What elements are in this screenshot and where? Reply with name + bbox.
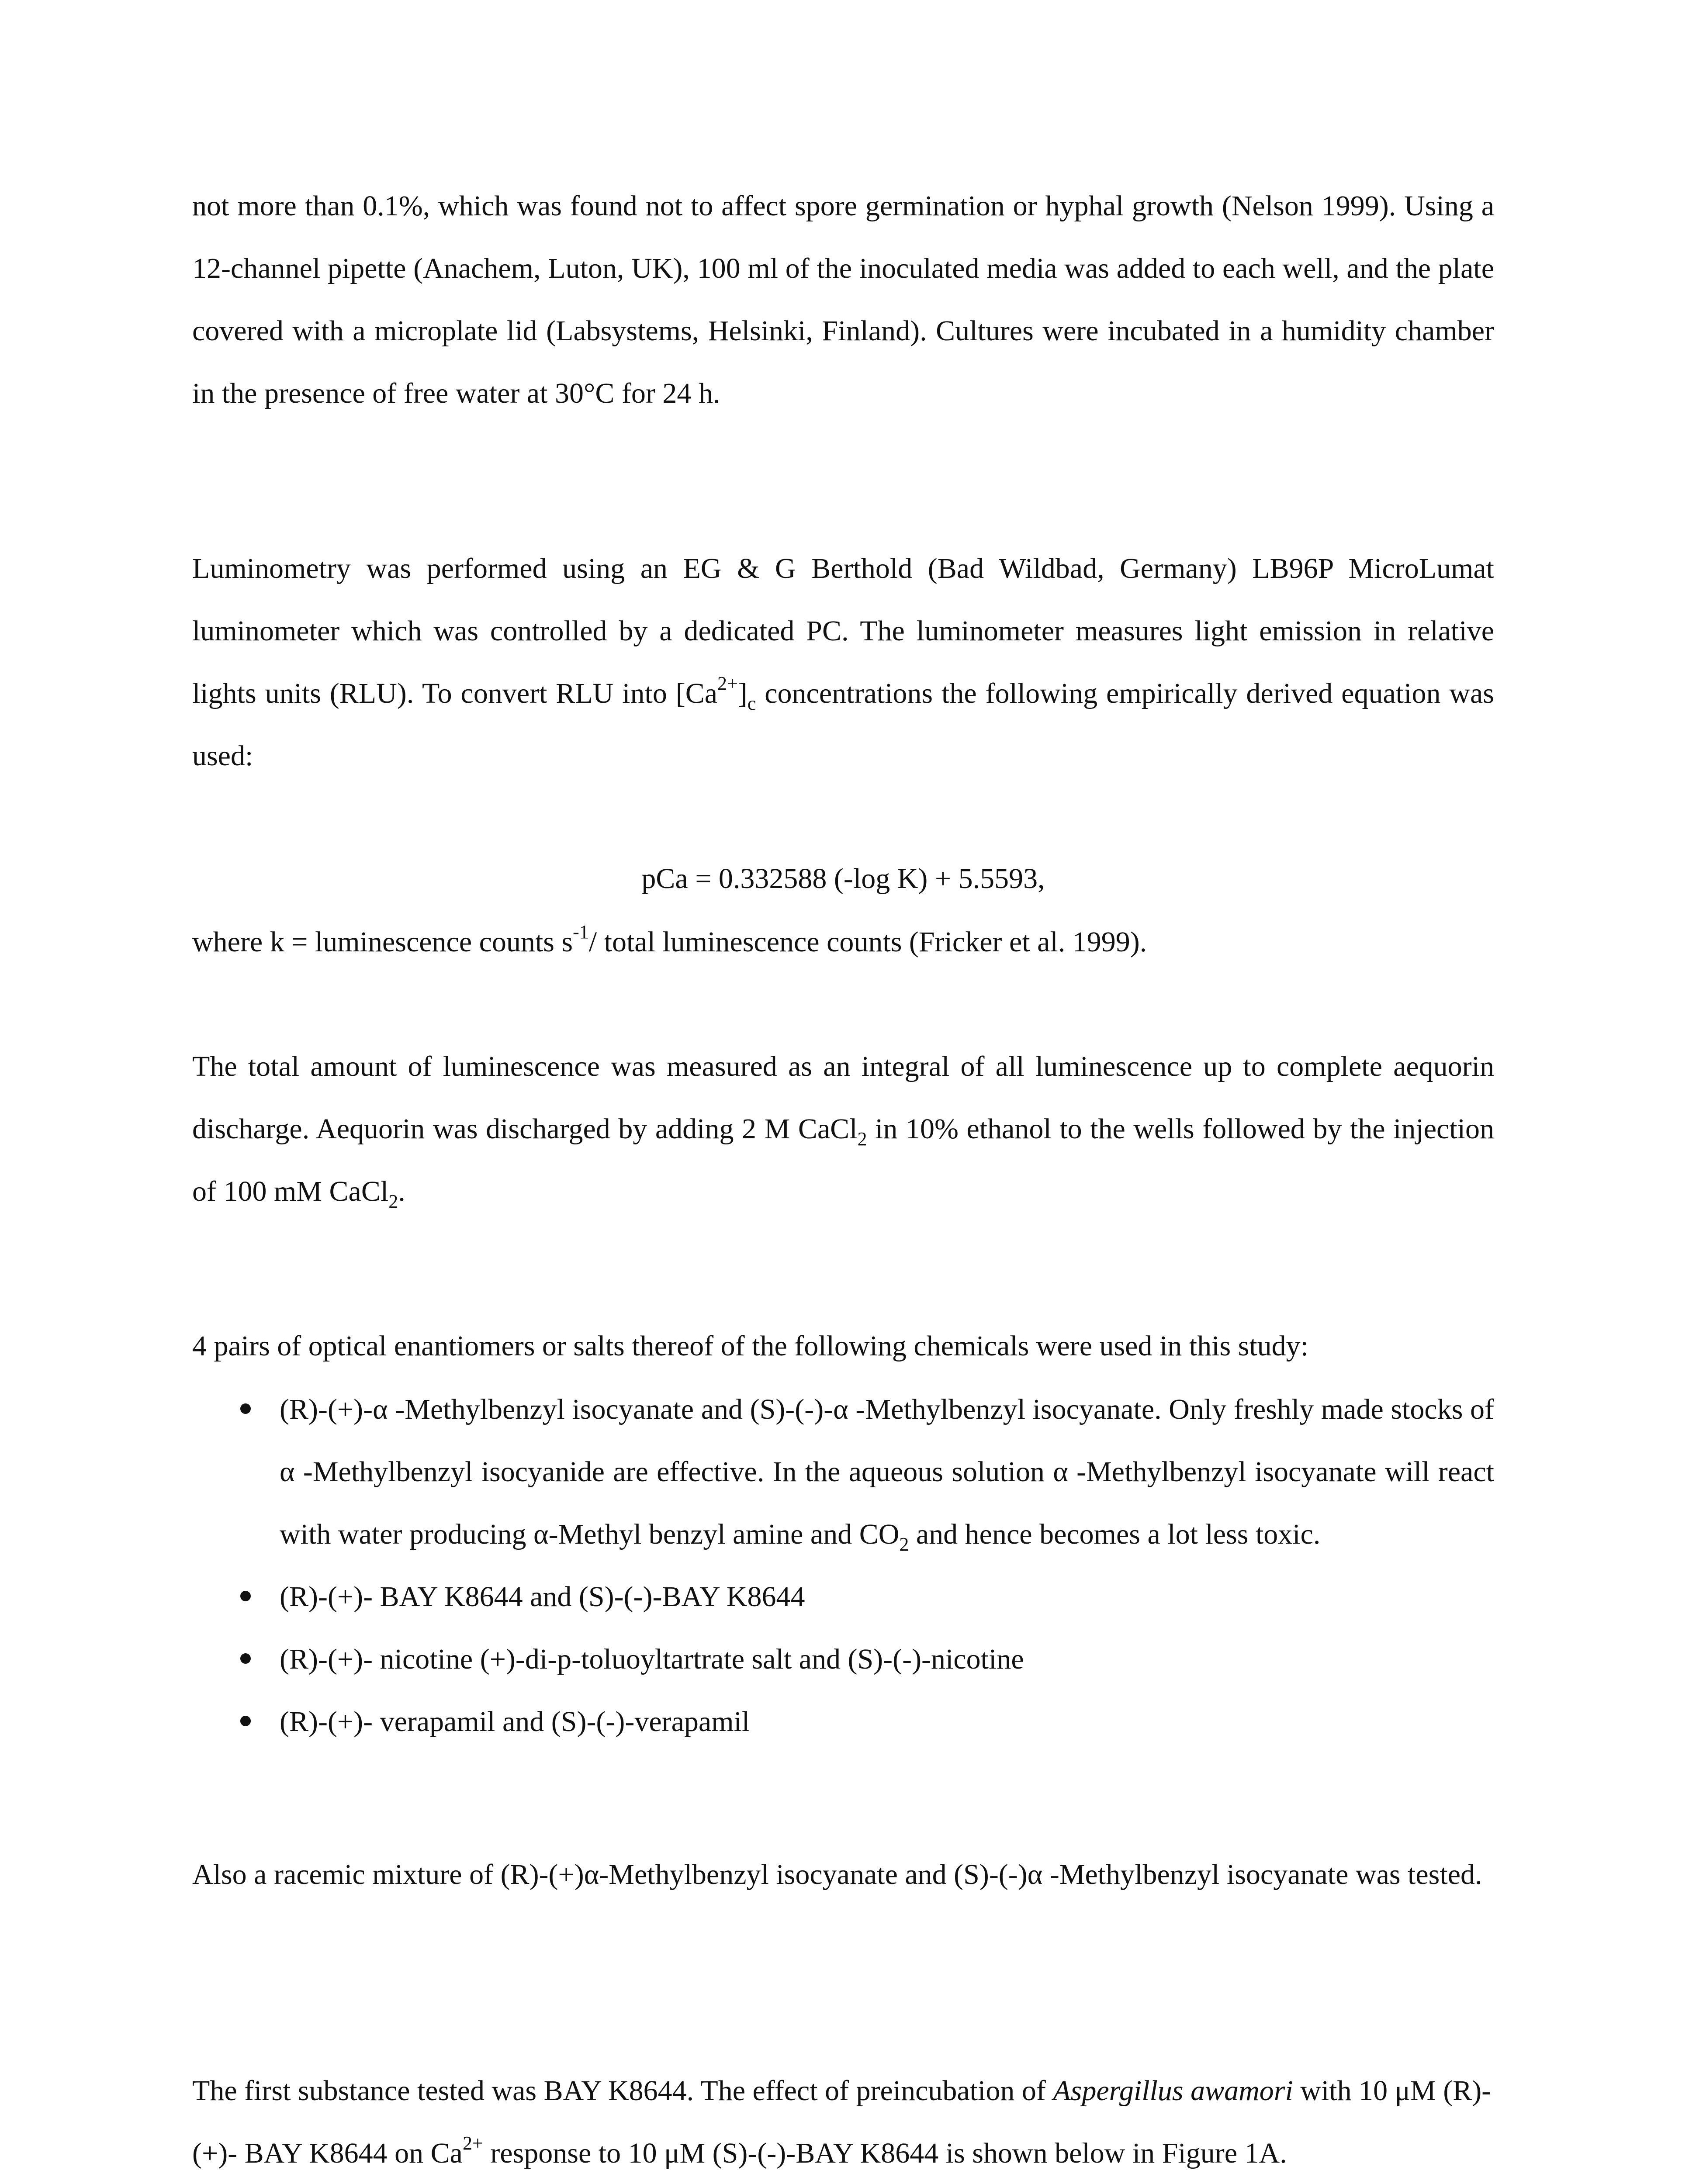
paragraph-text: in 10% ethanol to the wells followed by the injection of 100 mM CaCl [192, 1113, 1495, 1207]
equation-text: pCa = 0.332588 (-log K) + 5.5593, [641, 863, 1045, 895]
paragraph-text: The first substance tested was BAY K8644. The effect of preincubation of [192, 2075, 1053, 2107]
chemicals-list [192, 1378, 1494, 1753]
list-item [192, 1565, 1494, 1628]
paragraph-text: concentrations the following empirically derived equation was used: [192, 677, 1494, 772]
superscript: 2+ [717, 673, 738, 694]
subscript: 2 [388, 1191, 398, 1212]
list-item-text: (R)-(+)-α -Methylbenzyl isocyanate and (S)-(-)-α -Methylbenzyl isocyanate. Only freshly made stocks of α -Methylbenzyl isocyanide are effective. In the aqueous solution α -Methylbenzyl isocyanate will react with water producing α-Methyl benzyl amine and CO [280, 1393, 1494, 1550]
bullet-icon [240, 1653, 251, 1664]
subscript: 2 [899, 1534, 909, 1555]
bullet-icon [240, 1716, 251, 1726]
list-item [192, 1378, 1494, 1565]
paragraph-aequorin-discharge [192, 1035, 1494, 1223]
list-item-text: (R)-(+)- verapamil and (S)-(-)-verapamil [280, 1706, 750, 1738]
equation-definition [192, 911, 1494, 973]
paragraph-racemic-mixture [192, 1843, 1494, 1906]
paragraph-bay-k8644 [192, 2060, 1494, 2184]
paragraph-text: 4 pairs of optical enantiomers or salts thereof of the following chemicals were used in this study: [192, 1330, 1309, 1362]
list-item-text: and hence becomes a lot less toxic. [909, 1518, 1321, 1550]
subscript: c [747, 693, 756, 714]
definition-text: / total luminescence counts (Fricker et al. 1999). [588, 926, 1147, 958]
list-item-text: (R)-(+)- nicotine (+)-di-p-toluoyltartrate salt and (S)-(-)-nicotine [280, 1643, 1024, 1675]
species-name: Aspergillus awamori [1053, 2075, 1293, 2107]
paragraph-methods-incubation [192, 175, 1494, 425]
paragraph-text: not more than 0.1%, which was found not to affect spore germination or hyphal growth (Nelson 1999). Using a 12-channel pipette (Anachem, Luton, UK), 100 ml of the inoculated media was added to each well, and the plate covered with a microplate lid (Labsystems, Helsinki, Finland). Cultures were incubated in a humidity chamber in the presence of free water at 30°C for 24 h. [192, 190, 1494, 409]
paragraph-text: with 10 μM (R)-(+)- BAY K8644 on Ca [192, 2075, 1492, 2169]
bullet-icon [240, 1403, 251, 1414]
superscript: 2+ [462, 2132, 483, 2154]
superscript: -1 [573, 921, 589, 943]
bullet-icon [240, 1591, 251, 1601]
paragraph-enantiomers-intro [192, 1315, 1494, 1377]
paragraph-text: response to 10 μM (S)-(-)-BAY K8644 is shown below in Figure 1A. [483, 2137, 1287, 2169]
paragraph-luminometry [192, 537, 1494, 787]
paragraph-text: Luminometry was performed using an EG & G Berthold (Bad Wildbad, Germany) LB96P MicroLumat luminometer which was controlled by a dedicated PC. The luminometer measures light emission in relative lights units (RLU). To convert RLU into [Ca [192, 553, 1494, 709]
list-item [192, 1690, 1494, 1753]
paragraph-text: The total amount of luminescence was measured as an integral of all luminescence up to complete aequorin discharge. Aequorin was discharged by adding 2 M CaCl [192, 1051, 1494, 1145]
paragraph-text: Also a racemic mixture of (R)-(+)α-Methylbenzyl isocyanate and (S)-(-)α -Methylbenzyl isocyanate was tested. [192, 1859, 1482, 1890]
definition-text: where k = luminescence counts s [192, 926, 573, 958]
list-item [192, 1628, 1494, 1690]
list-item-text: (R)-(+)- BAY K8644 and (S)-(-)-BAY K8644 [280, 1581, 805, 1613]
equation [192, 847, 1494, 910]
paragraph-text: ] [737, 677, 748, 709]
subscript: 2 [857, 1128, 867, 1150]
paragraph-text: . [398, 1175, 405, 1207]
